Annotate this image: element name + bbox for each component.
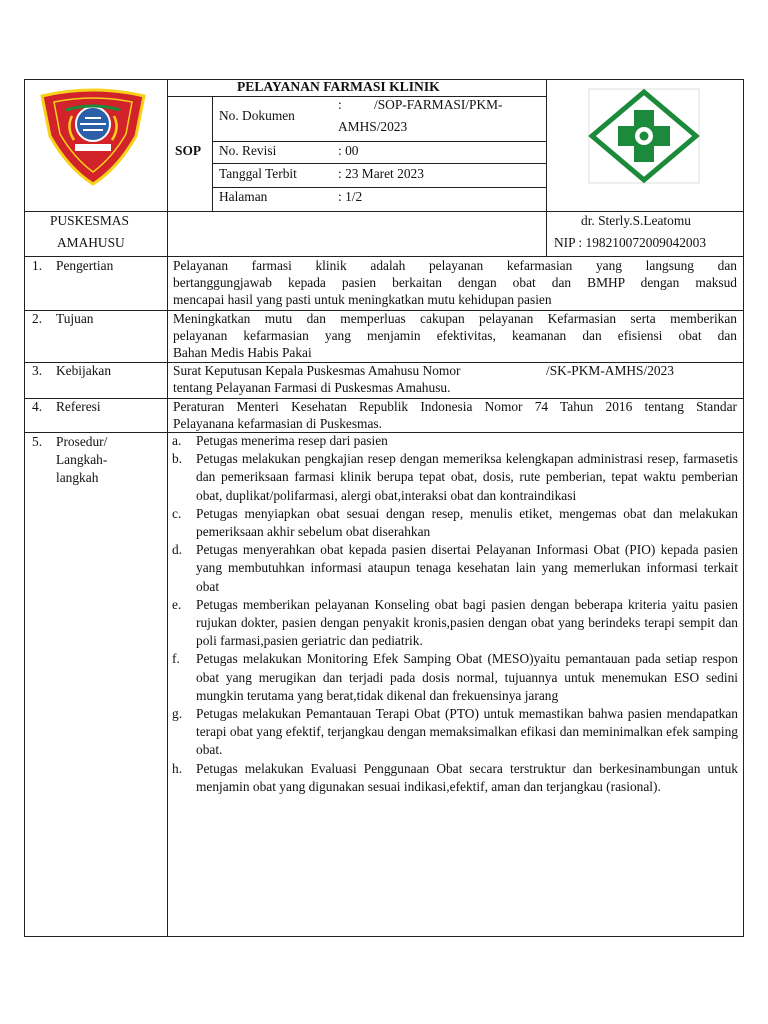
field-label-no-dokumen: No. Dokumen: [219, 108, 295, 123]
field-value-no-revisi: : 00: [338, 143, 359, 158]
procedure-steps: [172, 432, 738, 796]
section-line: Peraturan Menteri Kesehatan Republik Indonesia Nomor 74 Tahun 2016 tentang Standar: [173, 399, 737, 414]
signer-nip: NIP : 198210072009042003: [554, 235, 707, 250]
city-emblem-logo: [38, 88, 148, 188]
policy-line1-b: /SK-PKM-AMHS/2023: [546, 363, 674, 378]
org-name-line2: AMAHUSU: [57, 235, 125, 250]
field-colon-no-dokumen: :: [338, 97, 342, 112]
section-label-prosedur: langkah: [56, 470, 99, 485]
step-text: Petugas melakukan Monitoring Efek Samping Obat (MESO)yaitu pemantauan pada setiap respon obat yang merugikan dan terjadi pada dosis normal, tujuannya untuk menemukan ESO sedini mungkin terutama yang berat,tidak dikenal dan frekuensinya jarang: [196, 651, 738, 703]
step-marker: g.: [172, 706, 183, 722]
signer-name: dr. Sterly.S.Leatomu: [581, 213, 691, 228]
field-label-tanggal-terbit: Tanggal Terbit: [219, 166, 297, 181]
section-label-prosedur: Langkah-: [56, 452, 108, 467]
section-number: 5.: [32, 434, 43, 449]
step-text: Petugas menyerahkan obat kepada pasien disertai Pelayanan Informasi Obat (PIO) kepada pasien yang membutuhkan informasi ataupun tenaga kesehatan lain yang memerlukan informasi terkait obat: [196, 542, 738, 594]
procedure-step: [172, 596, 738, 651]
step-marker: d.: [172, 542, 183, 558]
section-line: Bahan Medis Habis Pakai: [173, 345, 312, 360]
step-marker: a.: [172, 433, 182, 448]
step-text: Petugas melakukan Pemantauan Terapi Obat (PTO) untuk memastikan bahwa pasien mendapatkan terapi obat yang efektif, terjangkau dengan memaksimalkan efikasi dan meminimalkan efek samping obat.: [196, 706, 738, 758]
field-value-tanggal-terbit: : 23 Maret 2023: [338, 166, 424, 181]
puskesmas-logo: [588, 88, 700, 184]
section-line: Meningkatkan mutu dan memperluas cakupan pelayanan Kefarmasian serta memberikan: [173, 311, 737, 326]
step-marker: e.: [172, 596, 182, 612]
step-text: Petugas menyiapkan obat sesuai dengan resep, menulis etiket, mengemas obat dan melakukan pemeriksaan akhir sebelum obat diserahkan: [196, 505, 738, 540]
section-line: Pelayanan farmasi klinik adalah pelayanan kefarmasian yang langsung dan: [173, 258, 737, 273]
field-value-no-dokumen-line2: AMHS/2023: [338, 119, 408, 134]
section-line: mencapai hasil yang pasti untuk meningkatkan mutu kehidupan pasien: [173, 292, 552, 307]
step-marker: b.: [172, 451, 183, 467]
section-label-prosedur: Prosedur/: [56, 434, 108, 449]
sop-label: SOP: [175, 143, 202, 158]
section-label-pengertian: Pengertian: [56, 258, 114, 273]
procedure-step: [172, 760, 738, 796]
org-name-line1: PUSKESMAS: [50, 213, 129, 228]
section-label-kebijakan: Kebijakan: [56, 363, 112, 378]
policy-line1-a: Surat Keputusan Kepala Puskesmas Amahusu Nomor: [173, 363, 461, 378]
procedure-step: [172, 505, 738, 541]
procedure-step: [172, 541, 738, 596]
section-line: pelayanan kefarmasian yang menjamin efektivitas, keamanan dan efisiensi obat dan: [173, 328, 737, 343]
step-marker: h.: [172, 760, 183, 776]
step-marker: f.: [172, 651, 180, 667]
procedure-step: [172, 432, 738, 450]
procedure-step: [172, 650, 738, 705]
field-label-no-revisi: No. Revisi: [219, 143, 277, 158]
step-text: Petugas memberikan pelayanan Konseling obat bagi pasien dengan beberapa kriteria yaitu pasien rujukan dokter, pasien dengan penyakit kronis,pasien dengan obat yang berindeks terapi sempit dan poli farmasi,pasien geriatric dan pediatrik.: [196, 596, 738, 649]
procedure-step: [172, 450, 738, 505]
procedure-step: [172, 705, 738, 760]
step-text: Petugas menerima resep dari pasien: [196, 433, 388, 448]
step-marker: c.: [172, 505, 182, 521]
section-line: Pelayanana kefarmasian di Puskesmas.: [173, 416, 382, 431]
section-number: 1.: [32, 258, 43, 273]
section-label-tujuan: Tujuan: [56, 311, 94, 326]
section-number: 4.: [32, 399, 43, 414]
section-number: 2.: [32, 311, 43, 326]
policy-line2: tentang Pelayanan Farmasi di Puskesmas Amahusu.: [173, 380, 451, 395]
section-line: bertanggungjawab kepada pasien berkaitan dengan obat dan BMHP dengan maksud: [173, 275, 737, 290]
field-value-no-dokumen: /SOP-FARMASI/PKM-: [374, 97, 503, 112]
document-title: PELAYANAN FARMASI KLINIK: [237, 79, 440, 94]
section-label-referensi: Referesi: [56, 399, 101, 414]
section-number: 3.: [32, 363, 43, 378]
field-value-halaman: : 1/2: [338, 189, 363, 204]
step-text: Petugas melakukan Evaluasi Penggunaan Obat secara terstruktur dan berkesinambungan untuk menjamin obat yang digunakan sesuai indikasi,efektif, aman dan terjangkau (rasional).: [196, 760, 738, 794]
field-label-halaman: Halaman: [219, 189, 268, 204]
step-text: Petugas melakukan pengkajian resep dengan memeriksa kelengkapan administrasi resep, farmasetis dan pemeriksaan farmasi klinik berupa tepat obat, dosis, rute pemberian, tepat waktu pemberian obat, duplikat/polifarmasi, alergi obat,interaksi obat dan kontraindikasi: [196, 451, 738, 503]
